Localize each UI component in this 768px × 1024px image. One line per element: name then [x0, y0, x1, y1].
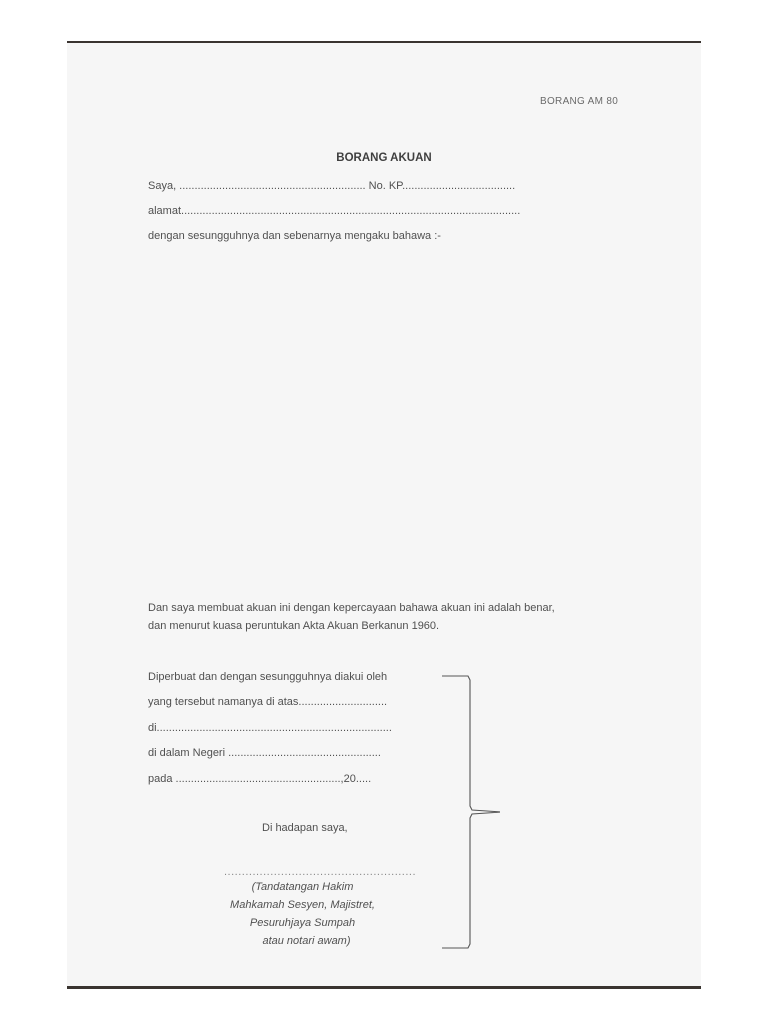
made-line-1: Diperbuat dan dengan sesungguhnya diakui oleh	[148, 671, 388, 683]
made-line-5: pada ......................................................,20.....	[148, 773, 372, 785]
closing-line-1: Dan saya membuat akuan ini dengan kepercayaan bahawa akuan ini adalah benar,	[148, 602, 555, 614]
form-title: BORANG AKUAN	[336, 152, 432, 164]
signer-line-2: Mahkamah Sesyen, Majistret,	[230, 899, 375, 911]
signature-line: ......................................................	[224, 866, 417, 878]
name-ic-line: Saya, ............................................................. No. KP.....................................	[148, 180, 516, 192]
right-brace	[440, 674, 500, 950]
signer-line-3: Pesuruhjaya Sumpah	[249, 917, 356, 929]
made-line-4: di dalam Negeri ..................................................	[148, 747, 381, 759]
declaration-line: dengan sesungguhnya dan sebenarnya mengaku bahawa :-	[148, 230, 441, 242]
signer-line-1: (Tandatangan Hakim	[251, 881, 354, 893]
made-line-3: di.............................................................................	[148, 722, 392, 734]
before-me-label: Di hadapan saya,	[262, 822, 348, 834]
address-line: alamat...............................................................................................................	[148, 205, 521, 217]
closing-line-2: dan menurut kuasa peruntukan Akta Akuan Berkanun 1960.	[148, 620, 440, 632]
signer-line-4: atau notari awam)	[262, 935, 351, 947]
form-code: BORANG AM 80	[540, 96, 619, 107]
made-line-2: yang tersebut namanya di atas.............................	[148, 696, 388, 708]
